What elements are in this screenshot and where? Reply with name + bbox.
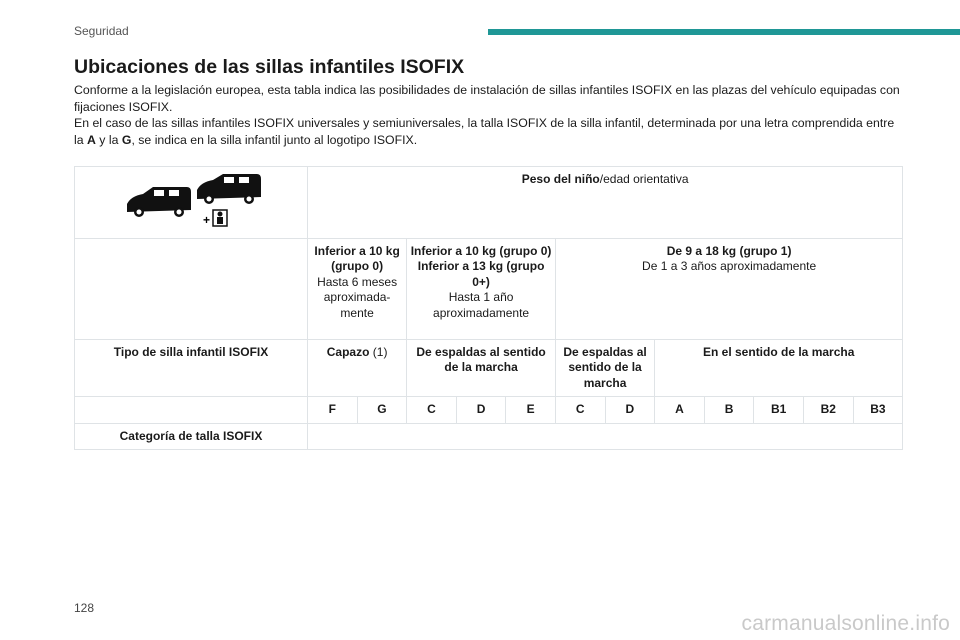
section-title: Seguridad bbox=[74, 24, 129, 38]
group-age: De 1 a 3 años aproximadamente bbox=[642, 259, 817, 273]
empty-cell bbox=[75, 238, 308, 339]
text: y la bbox=[95, 132, 122, 147]
intro-text bbox=[74, 82, 904, 148]
table-row bbox=[75, 167, 903, 239]
text: , se indica en la silla infantil junto al logotipo ISOFIX. bbox=[131, 132, 418, 147]
svg-text:+: + bbox=[203, 213, 211, 227]
size-cell bbox=[357, 397, 407, 424]
label: De espaldas al sentido de la marcha bbox=[416, 344, 546, 374]
size-letter: A bbox=[675, 402, 684, 416]
size-cell bbox=[456, 397, 506, 424]
size-cell bbox=[506, 397, 556, 424]
size-letter: B bbox=[724, 402, 734, 416]
size-cell bbox=[853, 397, 903, 424]
group-cell bbox=[555, 238, 902, 339]
size-cell bbox=[407, 397, 457, 424]
type-cell bbox=[655, 339, 903, 397]
size-letter: D bbox=[476, 402, 486, 416]
label: Capazo bbox=[326, 344, 370, 359]
isofix-table bbox=[74, 166, 903, 450]
group-weight: Inferior a 13 kg (grupo 0+) bbox=[417, 259, 545, 289]
table-row bbox=[75, 339, 903, 397]
table-row bbox=[75, 423, 903, 450]
label: Categoría de talla ISOFIX bbox=[119, 428, 263, 443]
header-accent-bar bbox=[488, 29, 960, 35]
type-cell bbox=[308, 339, 407, 397]
size-letter: B1 bbox=[770, 402, 787, 416]
age-label: /edad orientativa bbox=[599, 172, 689, 186]
group-cell bbox=[308, 238, 407, 339]
size-letter: B3 bbox=[870, 402, 886, 416]
letter-g: G bbox=[121, 132, 132, 147]
label: De espaldas al sentido de la marcha bbox=[563, 344, 647, 390]
type-cell bbox=[555, 339, 654, 397]
size-cell bbox=[754, 397, 804, 424]
category-label bbox=[75, 423, 308, 450]
weight-header bbox=[308, 167, 903, 239]
group-cell bbox=[407, 238, 556, 339]
size-cell bbox=[555, 397, 605, 424]
intro-paragraph-1: Conforme a la legislación europea, esta tabla indica las posibilidades de instalación de sillas infantiles ISOFIX en las plazas del vehículo equipadas con fijaciones ISOFIX. bbox=[74, 83, 900, 114]
type-label bbox=[75, 339, 308, 397]
size-cell bbox=[803, 397, 853, 424]
label: Tipo de silla infantil ISOFIX bbox=[113, 344, 269, 359]
group-age: Hasta 6 meses aproximada-mente bbox=[317, 274, 398, 320]
watermark: carmanualsonline.info bbox=[741, 612, 950, 635]
page-title: Ubicaciones de las sillas infantiles ISOFIX bbox=[74, 56, 465, 78]
size-cell bbox=[704, 397, 754, 424]
van-isofix-icon bbox=[121, 172, 261, 228]
size-cell bbox=[605, 397, 655, 424]
vehicle-icon-cell bbox=[75, 167, 308, 239]
weight-label: Peso del niño bbox=[521, 172, 600, 186]
empty-cell bbox=[75, 397, 308, 424]
size-cell bbox=[655, 397, 705, 424]
label: En el sentido de la marcha bbox=[703, 344, 855, 359]
size-letter: E bbox=[526, 402, 535, 416]
page-number: 128 bbox=[74, 601, 95, 615]
type-cell bbox=[407, 339, 556, 397]
table-row bbox=[75, 238, 903, 339]
table-row bbox=[75, 397, 903, 424]
size-letter: B2 bbox=[820, 402, 836, 416]
size-letter: D bbox=[625, 402, 635, 416]
group-weight: Inferior a 10 kg (grupo 0) bbox=[314, 243, 400, 273]
size-cell bbox=[308, 397, 358, 424]
size-letter: F bbox=[328, 402, 336, 416]
empty-cell bbox=[308, 423, 903, 450]
text: En el caso de las sillas infantiles ISOFIX universales y semiuniversales, la talla ISOFIX de la silla infantil, determinada por una letra comprendida entre la bbox=[74, 116, 895, 147]
intro-paragraph-2 bbox=[74, 115, 904, 148]
group-weight: Inferior a 10 kg (grupo 0) bbox=[410, 243, 552, 258]
group-weight: De 9 a 18 kg (grupo 1) bbox=[666, 243, 792, 258]
size-letter: G bbox=[377, 402, 387, 416]
note: (1) bbox=[369, 344, 388, 359]
group-age: Hasta 1 año aproximadamente bbox=[433, 290, 530, 320]
size-letter: C bbox=[575, 402, 585, 416]
letter-a: A bbox=[87, 132, 96, 147]
size-letter: C bbox=[427, 402, 436, 416]
